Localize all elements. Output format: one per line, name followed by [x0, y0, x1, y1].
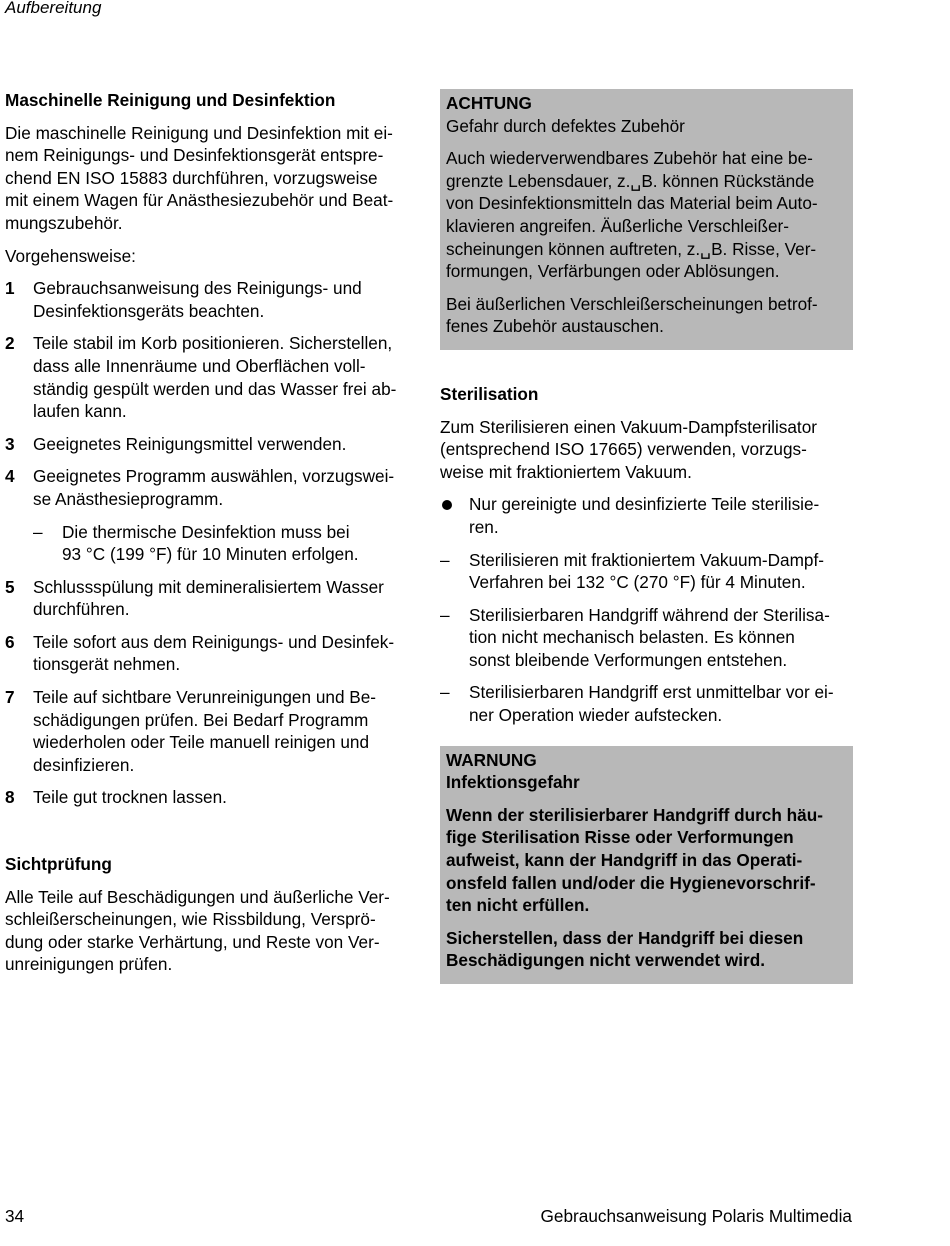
machine-cleaning-intro: Die maschinelle Reinigung und Desinfektion mit ei- nem Reinigungs- und Desinfektionsgerät entspre- chend EN ISO 15883 durchführen, vorzugsweise mit einem Wagen für Anästhesiezubehör und Beat- mungszubehör.: [5, 122, 394, 233]
step-number: 6: [5, 631, 15, 652]
section-title-visual-inspection: Sichtprüfung: [5, 854, 112, 875]
procedure-step-6: 6 Teile sofort aus dem Reinigungs- und Desinfek- tionsgerät nehmen.: [5, 631, 395, 675]
sterilisation-dash-item-3: – Sterilisierbaren Handgriff erst unmittelbar vor ei- ner Operation wieder aufstecken.: [440, 682, 834, 726]
sterilisation-dash-item-1: – Sterilisieren mit fraktioniertem Vakuum-Dampf- Verfahren bei 132 °C (270 °F) für 4 Minuten.: [440, 549, 824, 593]
caution-paragraph-2: Bei äußerlichen Verschleißerscheinungen betrof- fenes Zubehör austauschen.: [446, 293, 818, 337]
procedure-step-5: 5 Schlussspülung mit demineralisiertem Wasser durchführen.: [5, 576, 384, 620]
procedure-label: Vorgehensweise:: [5, 245, 136, 266]
caution-box: [440, 89, 853, 350]
procedure-step-8: 8 Teile gut trocknen lassen.: [5, 787, 227, 808]
warning-label: WARNUNG: [446, 749, 537, 770]
step-number: 5: [5, 576, 15, 597]
procedure-step-4: 4 Geeignetes Programm auswählen, vorzugswei- se Anästhesieprogramm.: [5, 466, 395, 509]
section-title-machine-cleaning: Maschinelle Reinigung und Desinfektion: [5, 90, 336, 110]
running-header: Aufbereitung: [5, 0, 102, 17]
step-number: 8: [5, 787, 15, 808]
caution-label: ACHTUNG: [446, 93, 532, 113]
step-number: 1: [5, 278, 15, 299]
procedure-step-3: 3 Geeignetes Reinigungsmittel verwenden.: [5, 433, 347, 454]
right-column: [440, 89, 853, 984]
procedure-step-2: 2 Teile stabil im Korb positionieren. Sicherstellen, dass alle Innenräume und Oberflächen voll- ständig gespült werden und das Wasser frei ab- laufen kann.: [5, 333, 397, 422]
step-number: 2: [5, 333, 15, 354]
step-number: 7: [5, 687, 15, 708]
step-number: 3: [5, 433, 15, 454]
caution-paragraph-1: Auch wiederverwendbares Zubehör hat eine be- grenzte Lebensdauer, z.␣B. können Rückstände von Desinfektionsmitteln das Material beim Auto- klavieren angreifen. Äußerliche Verschleißer- scheinungen können auftreten, z.␣B. Risse, Ver- formungen, Verfärbungen oder Ablösungen.: [446, 148, 818, 282]
caution-subtitle: Gefahr durch defektes Zubehör: [446, 115, 685, 136]
step-number: 4: [5, 466, 15, 487]
sterilisation-bullet: Nur gereinigte und desinfizierte Teile sterilisie- ren.: [440, 493, 853, 538]
sterilisation-intro: Zum Sterilisieren einen Vakuum-Dampfsterilisator (entsprechend ISO 17665) verwenden, vorzugs- weise mit fraktioniertem Vakuum.: [440, 416, 817, 482]
procedure-step-4-substep: – Die thermische Desinfektion muss bei 93 °C (199 °F) für 10 Minuten erfolgen.: [33, 521, 359, 565]
procedure-step-1: 1 Gebrauchsanweisung des Reinigungs- und Desinfektionsgeräts beachten.: [5, 278, 362, 321]
dash-marker: –: [440, 549, 450, 570]
page-number: 34: [5, 1206, 25, 1226]
procedure-step-7: 7 Teile auf sichtbare Verunreinigungen und Be- schädigungen prüfen. Bei Bedarf Programm wiederholen oder Teile manuell reinigen und desinfizieren.: [5, 687, 377, 775]
sterilisation-dash-item-2: – Sterilisierbaren Handgriff während der Sterilisa- tion nicht mechanisch belasten. Es können sonst bleibende Verformungen entstehen.: [440, 604, 830, 670]
filled-circle-bullet-icon: [440, 493, 452, 516]
warning-subtitle: Infektionsgefahr: [446, 772, 580, 793]
dash-marker: –: [440, 682, 450, 703]
section-title-sterilisation: Sterilisation: [440, 383, 539, 404]
warning-paragraph-1: Wenn der sterilisierbarer Handgriff durch häu- fige Sterilisation Risse oder Verformungen aufweist, kann der Handgriff in das Operati- onsfeld fallen und/oder die Hygienevorschrif- ten nicht erfüllen.: [446, 804, 823, 916]
dash-marker: –: [33, 521, 43, 542]
procedure-steps: [5, 277, 419, 809]
visual-inspection-body: Alle Teile auf Beschädigungen und äußerliche Ver- schleißerscheinungen, wie Rissbildung, Versprö- dung oder starke Verhärtung, und Reste von Ver- unreinigungen prüfen.: [5, 886, 390, 975]
warning-box: [440, 746, 853, 984]
document-title: Gebrauchsanweisung Polaris Multimedia: [540, 1206, 852, 1226]
left-column: [5, 89, 419, 986]
dash-marker: –: [440, 604, 450, 625]
warning-paragraph-2: Sicherstellen, dass der Handgriff bei diesen Beschädigungen nicht verwendet wird.: [446, 927, 804, 971]
